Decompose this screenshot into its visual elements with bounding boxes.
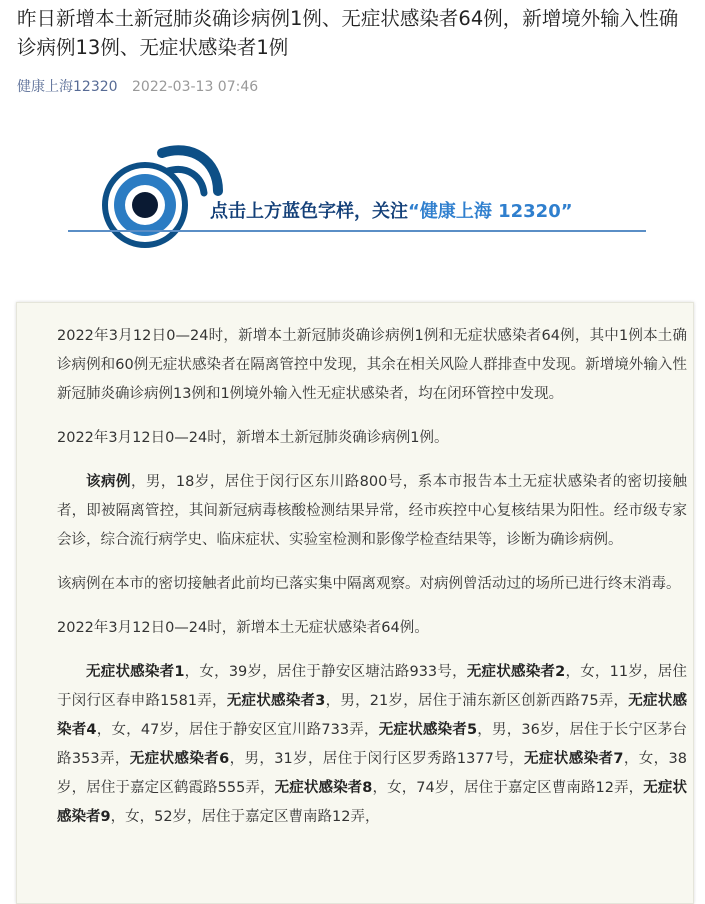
asymptomatic-detail: ，男，31岁，居住于闵行区罗秀路1377号， bbox=[229, 751, 525, 767]
paragraph-confirmed-header: 2022年3月12日0—24时，新增本土新冠肺炎确诊病例1例。 bbox=[57, 430, 449, 446]
asymptomatic-label: 无症状感染者2 bbox=[466, 664, 566, 680]
article-meta bbox=[17, 76, 258, 96]
paragraph-asymptomatic-header: 2022年3月12日0—24时，新增本土无症状感染者64例。 bbox=[57, 620, 429, 636]
follow-banner bbox=[60, 125, 650, 260]
asymptomatic-detail: ，女，74岁，居住于嘉定区曹南路12弄， bbox=[372, 780, 644, 796]
article-body-card bbox=[16, 302, 694, 904]
asymptomatic-detail: ，女，39岁，居住于静安区塘沽路933号， bbox=[184, 664, 467, 680]
asymptomatic-label: 无症状感染者3 bbox=[226, 693, 326, 709]
asymptomatic-label: 无症状感染者5 bbox=[378, 722, 478, 738]
asymptomatic-label: 无症状感染者6 bbox=[129, 751, 230, 767]
asymptomatic-label: 无症状感染者9 bbox=[57, 780, 688, 825]
paragraph-confirmed-case bbox=[57, 468, 687, 555]
asymptomatic-detail: ，男，36岁，居住于长宁区茅台路353弄， bbox=[57, 722, 687, 767]
asymptomatic-detail: ，男，21岁，居住于浦东新区创新西路75弄， bbox=[325, 693, 629, 709]
paragraph-summary: 2022年3月12日0—24时，新增本土新冠肺炎确诊病例1例和无症状感染者64例，其中1例本土确诊病例和60例无症状感染者在隔离管控中发现，其余在相关风险人群排查中发现。新增境外输入性新冠肺炎确诊病例13例和1例境外输入性无症状感染者，均在闭环管控中发现。 bbox=[57, 328, 687, 402]
follow-prompt-account[interactable]: “健康上海 12320” bbox=[408, 201, 573, 222]
paragraph-close-contacts: 该病例在本市的密切接触者此前均已落实集中隔离观察。对病例曾活动过的场所已进行终末消毒。 bbox=[57, 576, 681, 592]
follow-prompt-prefix: 点击上方蓝色字样，关注 bbox=[210, 201, 408, 222]
article-title: 昨日新增本土新冠肺炎确诊病例1例、无症状感染者64例，新增境外输入性确诊病例13例、无症状感染者1例 bbox=[17, 7, 679, 59]
asymptomatic-detail: ，女，47岁，居住于静安区宜川路733弄， bbox=[96, 722, 379, 738]
asymptomatic-detail: ，女，11岁，居住于闵行区春申路1581弄， bbox=[57, 664, 687, 709]
asymptomatic-label: 无症状感染者7 bbox=[524, 751, 624, 767]
eye-logo-icon bbox=[90, 133, 230, 253]
asymptomatic-label: 无症状感染者8 bbox=[274, 780, 373, 796]
follow-prompt bbox=[210, 197, 573, 223]
asymptomatic-label: 无症状感染者1 bbox=[86, 664, 185, 680]
asymptomatic-detail: ，女，52岁，居住于嘉定区曹南路12弄， bbox=[110, 809, 380, 825]
account-link[interactable]: 健康上海12320 bbox=[17, 79, 118, 95]
asymptomatic-detail: ，女，38岁，居住于嘉定区鹤霞路555弄， bbox=[57, 751, 687, 796]
banner-divider bbox=[68, 230, 646, 232]
paragraph-asymptomatic-list bbox=[57, 658, 687, 832]
case-label: 该病例 bbox=[86, 474, 131, 490]
publish-date: 2022-03-13 07:46 bbox=[132, 79, 259, 95]
asymptomatic-label: 无症状感染者4 bbox=[57, 693, 688, 738]
case-detail: ，男，18岁，居住于闵行区东川路800号，系本市报告本土无症状感染者的密切接触者，即被隔离管控，其间新冠病毒核酸检测结果异常，经市疾控中心复核结果为阳性。经市级专家会诊，综合流行病学史、临床症状、实验室检测和影像学检查结果等，诊断为确诊病例。 bbox=[57, 474, 688, 548]
